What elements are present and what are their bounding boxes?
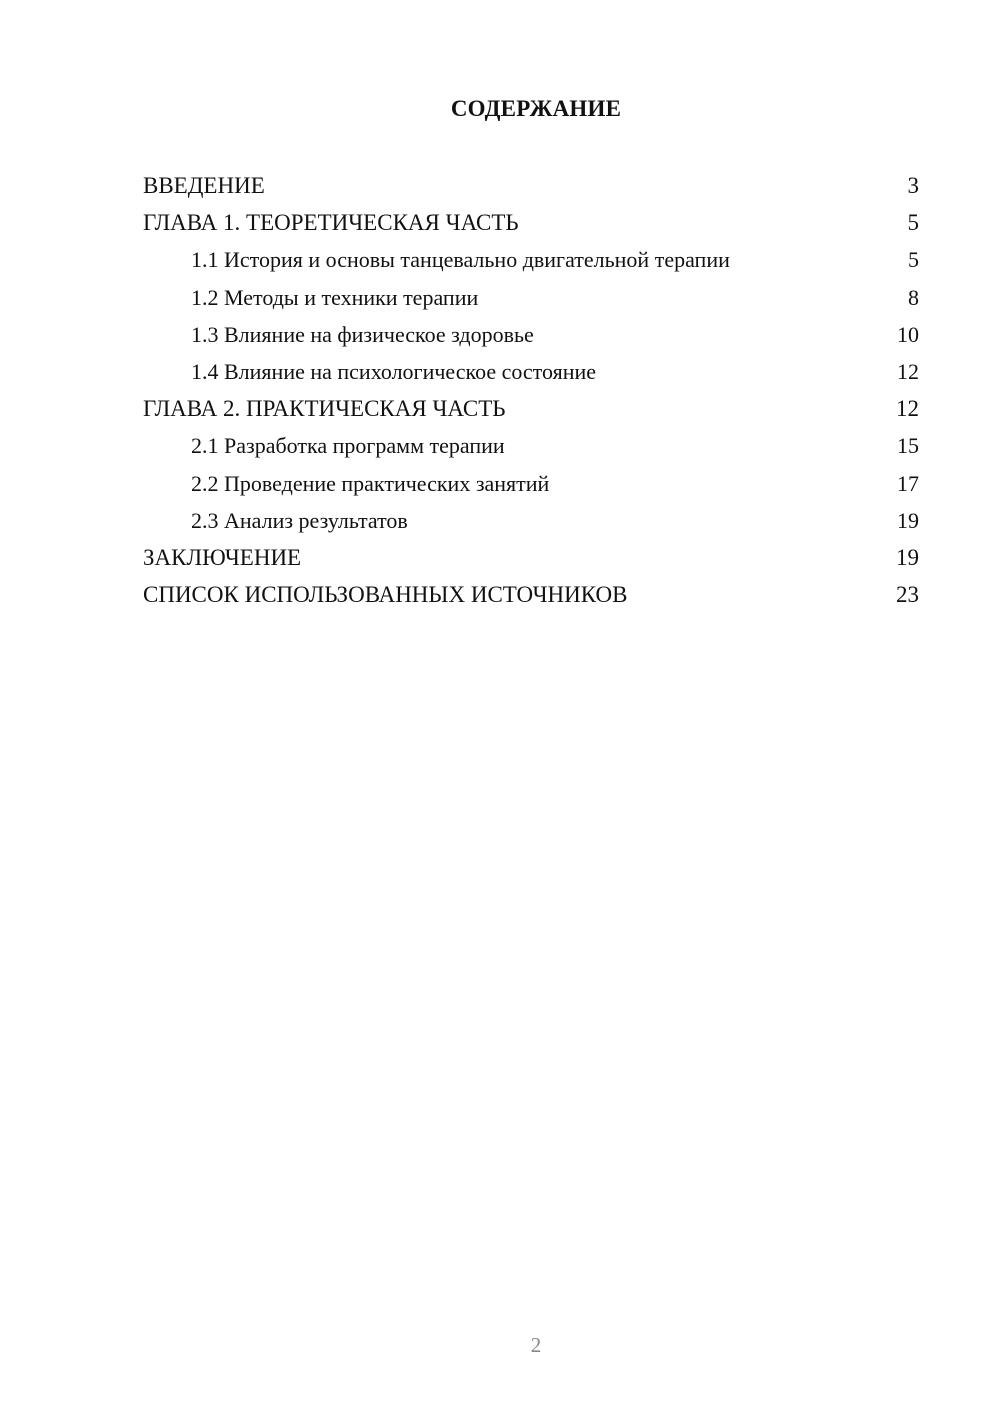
toc-entry [143, 390, 919, 427]
toc-entry-label: СПИСОК ИСПОЛЬЗОВАННЫХ ИСТОЧНИКОВ [143, 582, 628, 608]
toc-entry [143, 204, 919, 241]
toc-entry-label: ЗАКЛЮЧЕНИЕ [143, 544, 302, 570]
toc-entry-page: 19 [896, 544, 919, 570]
toc-entry-label: 2.1 Разработка программ терапии [191, 433, 505, 459]
toc-entry-page: 15 [897, 433, 919, 459]
toc-entry [143, 167, 919, 204]
toc-entry-label: 1.2 Методы и техники терапии [191, 284, 479, 310]
toc-entry-page: 5 [908, 247, 919, 273]
toc-entry-label: ВВЕДЕНИЕ [143, 173, 265, 198]
toc-entry-page: 5 [907, 210, 919, 236]
toc-entry [143, 576, 919, 613]
toc-subentry [143, 316, 919, 353]
toc-entry-label: 1.3 Влияние на физическое здоровье [191, 321, 534, 347]
toc-entry-page: 19 [897, 507, 919, 533]
toc-subentry [143, 427, 919, 464]
toc-entry-page: 10 [897, 321, 919, 347]
toc-entry [143, 539, 919, 576]
toc-entry-label: 1.1 История и основы танцевально двигательной терапии [191, 247, 730, 273]
toc-entry-page: 3 [907, 173, 919, 198]
toc-entry-page: 8 [908, 284, 919, 310]
toc-entry-label: 2.2 Проведение практических занятий [191, 470, 550, 496]
toc-entry-label: 1.4 Влияние на психологическое состояние [191, 358, 597, 384]
toc-entry-label: ГЛАВА 2. ПРАКТИЧЕСКАЯ ЧАСТЬ [143, 396, 506, 422]
toc-entry-label: ГЛАВА 1. ТЕОРЕТИЧЕСКАЯ ЧАСТЬ [143, 210, 519, 236]
table-of-contents [143, 167, 919, 613]
page-number: 2 [530, 1333, 542, 1357]
toc-subentry [143, 465, 919, 502]
toc-entry-page: 23 [896, 582, 919, 608]
toc-entry-page: 12 [896, 396, 919, 422]
toc-subentry [143, 279, 919, 316]
toc-entry-page: 17 [897, 470, 919, 496]
toc-subentry [143, 502, 919, 539]
toc-subentry [143, 241, 919, 278]
page-title: СОДЕРЖАНИЕ [450, 96, 622, 121]
toc-subentry [143, 353, 919, 390]
toc-entry-label: 2.3 Анализ результатов [191, 507, 408, 533]
toc-entry-page: 12 [897, 358, 919, 384]
